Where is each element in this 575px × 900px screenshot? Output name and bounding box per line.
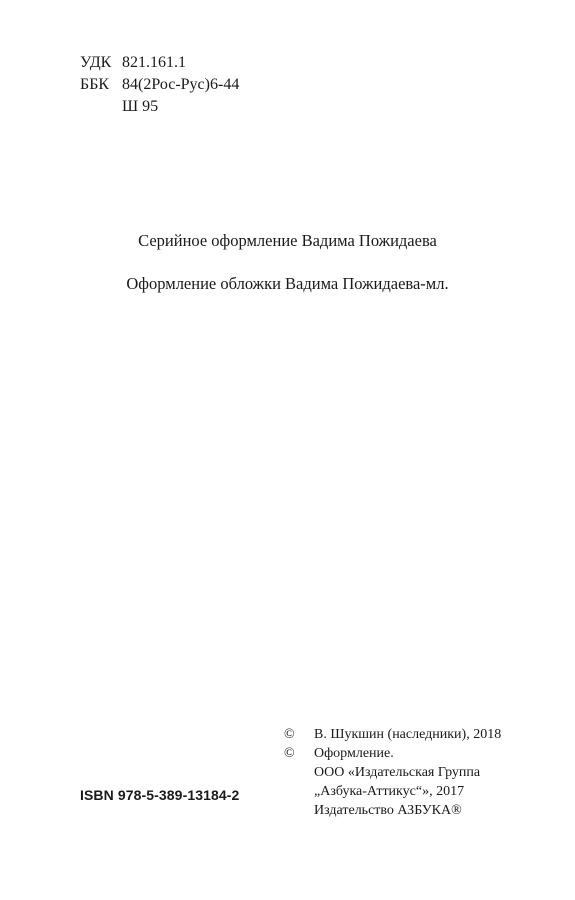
code-value: 84(2Рос-Рус)6-44 (122, 76, 240, 93)
publisher-line: Издательство АЗБУКА® (314, 803, 462, 818)
cover-design-credit: Оформление обложки Вадима Пожидаева-мл. (126, 274, 449, 293)
copyright-symbol: © (284, 746, 295, 761)
isbn-number: ISBN 978-5-389-13184-2 (80, 787, 240, 803)
copyright-block (284, 725, 501, 820)
code-label (80, 96, 122, 118)
publisher-line: „Азбука-Аттикус“», 2017 (314, 784, 465, 799)
bbk-code (80, 74, 239, 96)
copyright-symbol: © (284, 727, 295, 742)
udk-code (80, 52, 239, 74)
code-value: 821.161.1 (122, 54, 186, 71)
copyright-author (284, 725, 501, 744)
author-mark (80, 96, 239, 118)
copyright-author-text: В. Шукшин (наследники), 2018 (314, 727, 502, 742)
code-label: УДК (80, 54, 112, 71)
series-design-credit: Серийное оформление Вадима Пожидаева (138, 231, 437, 250)
copyright-design-text: Оформление. (314, 746, 394, 761)
copyright-design (284, 744, 501, 763)
publisher-line: ООО «Издательская Группа (314, 765, 481, 780)
code-value: Ш 95 (122, 98, 159, 115)
code-label: ББК (80, 76, 110, 93)
design-credits (0, 230, 575, 295)
classification-codes (80, 52, 239, 118)
